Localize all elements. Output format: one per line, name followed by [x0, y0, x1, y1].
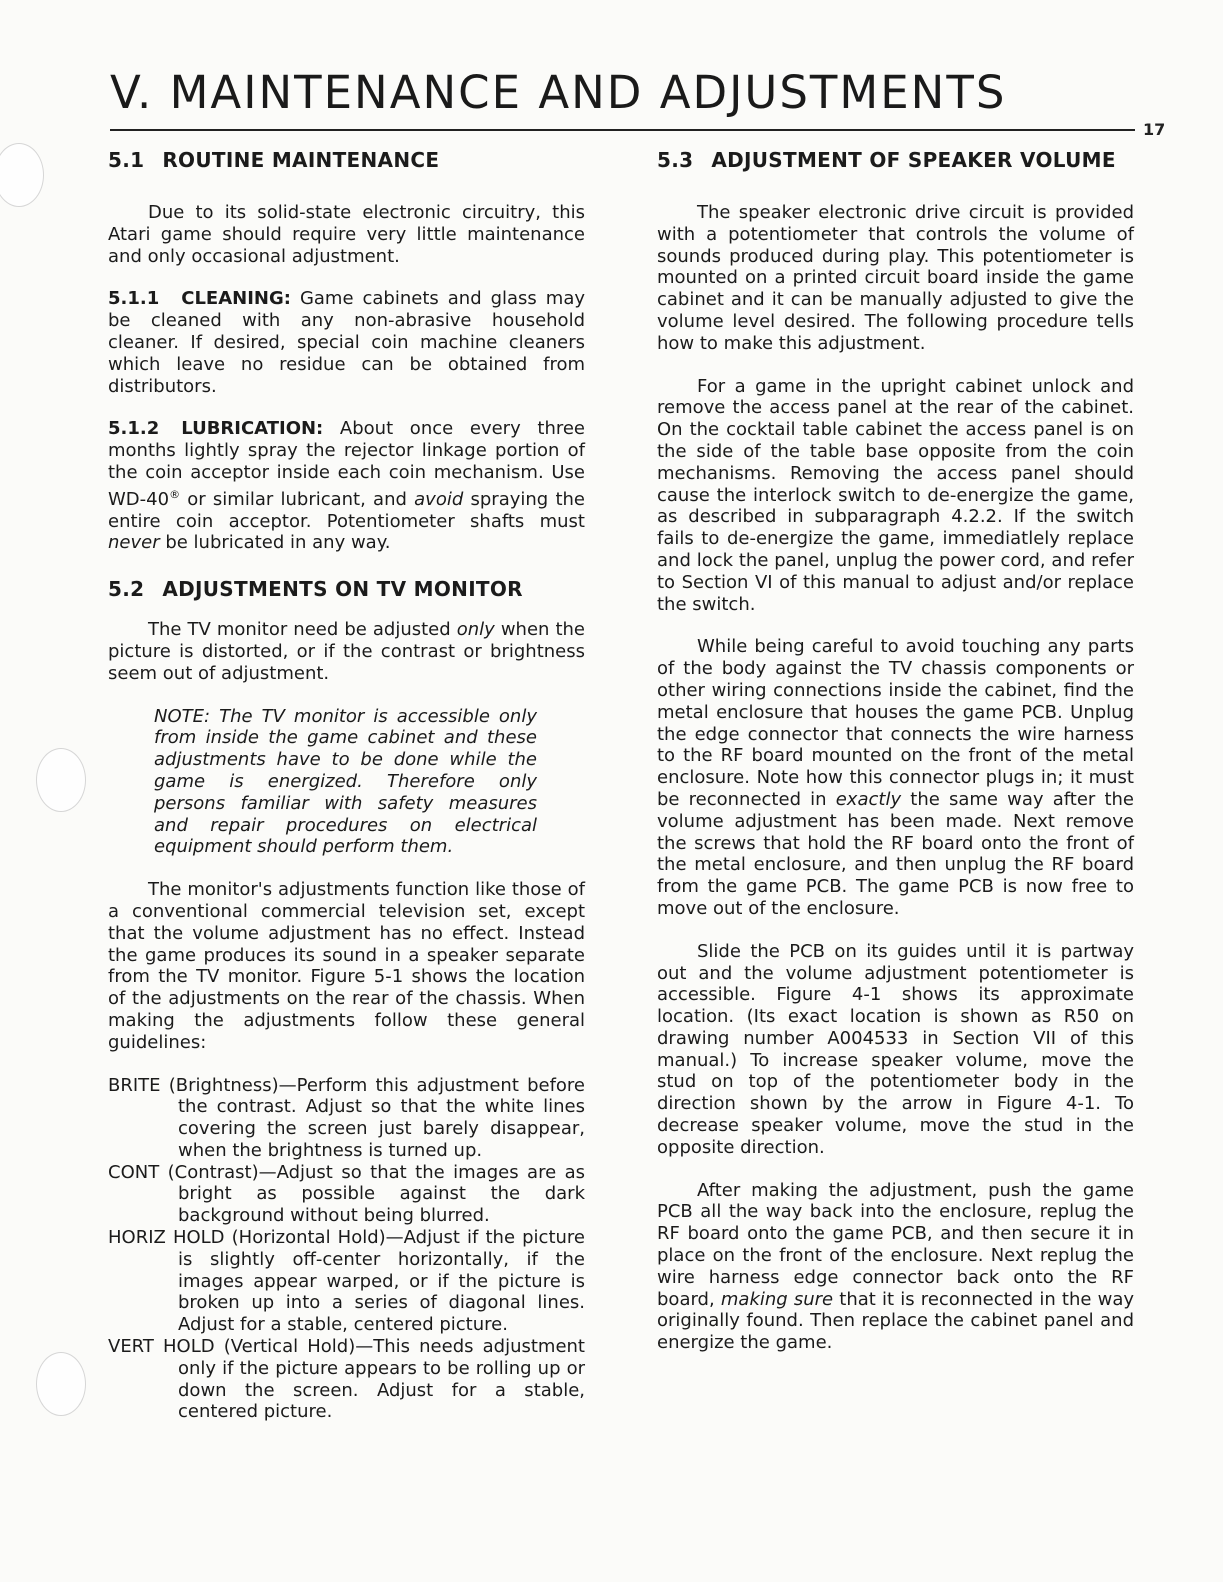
paragraph-monitor-adjustments: The monitor's adjustments function like those of a conventional commercial television set, except that the volume adjustment has no effect. Instead the game produces its sound in a speaker separate from the TV monitor. Figure 5-1 shows the location of the adjustments on the rear of the chassis. When making the adjustments follow these general guidelines:: [108, 879, 585, 1053]
paragraph-lubrication: [108, 418, 585, 554]
paragraph-text: or similar lubricant, and: [180, 488, 415, 510]
subsection-number: 5.1.2: [108, 418, 160, 440]
section-heading-5-1: [108, 146, 585, 174]
emphasis-text: avoid: [414, 488, 464, 510]
paragraph-reassemble: [657, 1180, 1134, 1354]
paragraph-text: that it is reconnected in the way originally found. Then replace the cabinet panel and energize the game.: [657, 1288, 1135, 1354]
section-title: ADJUSTMENTS ON TV MONITOR: [162, 577, 523, 602]
adjustment-item-cont: CONT (Contrast)—Adjust so that the images are as bright as possible against the dark background without being blurred.: [108, 1161, 585, 1227]
paragraph-routine-maintenance: Due to its solid-state electronic circuitry, this Atari game should require very little maintenance and only occasional adjustment.: [108, 202, 585, 267]
title-rule: [110, 129, 1135, 131]
paragraph-tv-monitor: [108, 619, 585, 684]
adjustment-item-vert-hold: VERT HOLD (Vertical Hold)—This needs adjustment only if the picture appears to be rolling up or down the screen. Adjust for a stable, centered picture.: [108, 1336, 585, 1423]
section-number: 5.1: [108, 148, 145, 172]
paragraph-cleaning: [108, 288, 585, 397]
binder-hole-top: [0, 143, 44, 207]
left-column: [108, 146, 585, 1423]
binder-hole-middle: [36, 748, 86, 812]
paragraph-slide-pcb: Slide the PCB on its guides until it is partway out and the volume adjustment potentiometer is accessible. Figure 4-1 shows its approximate location. (Its exact location is shown as R50 on drawing number A004533 in Section VII of this manual.) To increase speaker volume, move the stud on top of the potentiometer body in the direction shown by the arrow in Figure 4-1. To decrease speaker volume, move the stud in the opposite direction.: [657, 940, 1134, 1158]
emphasis-text: only: [456, 619, 495, 641]
paragraph-text: be lubricated in any way.: [159, 532, 391, 554]
emphasis-text: making sure: [720, 1288, 834, 1310]
page-title: V. MAINTENANCE AND ADJUSTMENTS: [110, 66, 1007, 119]
adjustment-list: [108, 1075, 585, 1424]
adjustment-item-horiz-hold: HORIZ HOLD (Horizontal Hold)—Adjust if the picture is slightly off-center horizontally, if the images appear warped, or if the picture is broken up into a series of diagonal lines. Adjust for a stable, centered picture.: [108, 1227, 585, 1336]
paragraph-text: The TV monitor need be adjusted: [148, 619, 457, 641]
paragraph-text: spraying the entire coin acceptor. Potentiometer shafts must: [108, 488, 585, 532]
section-title: ADJUSTMENT OF SPEAKER VOLUME: [711, 148, 1116, 172]
registered-mark: ®: [169, 487, 181, 501]
paragraph-text: After making the adjustment, push the game PCB all the way back into the enclosure, replug the RF board onto the game PCB, and then secure it in place on the front of the enclosure. Next replug the wire harness edge connector back onto the RF board,: [657, 1179, 1134, 1310]
safety-note: NOTE: The TV monitor is accessible only from inside the game cabinet and these adjustments have to be done while the game is energized. Therefore only persons familiar with safety measures and repair procedures on electrical equipment should perform them.: [154, 705, 537, 858]
adjustment-item-brite: BRITE (Brightness)—Perform this adjustment before the contrast. Adjust so that the white lines covering the screen just barely disappear, when the brightness is turned up.: [108, 1074, 585, 1161]
paragraph-text: While being careful to avoid touching any parts of the body against the TV chassis components or other wiring connections inside the cabinet, find the metal enclosure that houses the game PCB. Unplug the edge connector that connects the wire harness to the RF board mounted on the front of the metal enclosure. Note how this connector plugs in; it must be reconnected in: [657, 636, 1134, 810]
paragraph-access-panel: For a game in the upright cabinet unlock and remove the access panel at the rear of the cabinet. On the cocktail table cabinet the access panel is on the side of the table base opposite from the coin mechanisms. Removing the access panel should cause the interlock switch to de-energize the game, as described in subparagraph 4.2.2. If the switch fails to de-energize the game, immediatlely replace and lock the panel, unplug the power cord, and refer to Section VI of this manual to adjust and/or replace the switch.: [657, 375, 1134, 615]
section-title: ROUTINE MAINTENANCE: [162, 148, 440, 172]
section-number: 5.2: [108, 577, 145, 602]
subsection-number: 5.1.1: [108, 288, 160, 310]
paragraph-text: the same way after the volume adjustment has been made. Next remove the screws that hold the RF board onto the front of the metal enclosure, and then unplug the RF board from the game PCB. The game PCB is now free to move out of the enclosure.: [657, 788, 1134, 919]
paragraph-text: Game cabinets and glass may be cleaned with any non-abrasive household cleaner. If desired, special coin machine cleaners which leave no residue can be obtained from distributors.: [108, 288, 585, 397]
paragraph-remove-rf-board: [657, 636, 1134, 919]
right-column: [657, 146, 1134, 1375]
emphasis-text: exactly: [835, 788, 902, 810]
binder-hole-bottom: [36, 1352, 86, 1416]
page-number: 17: [1143, 120, 1166, 139]
subsection-title: CLEANING:: [181, 288, 291, 310]
paragraph-speaker-circuit: The speaker electronic drive circuit is provided with a potentiometer that controls the volume of sounds produced during play. This potentiometer is mounted on a printed circuit board inside the game cabinet and it can be manually adjusted to give the volume level desired. The following procedure tells how to make this adjustment.: [657, 202, 1134, 354]
section-heading-5-3: [657, 146, 1134, 174]
subsection-title: LUBRICATION:: [181, 418, 324, 440]
section-heading-5-2: [108, 575, 585, 603]
section-number: 5.3: [657, 148, 694, 172]
emphasis-text: never: [108, 532, 160, 554]
paragraph-text: About once every three months lightly spray the rejector linkage portion of the coin acceptor inside each coin mechanism. Use WD-40: [108, 418, 585, 510]
paragraph-text: when the picture is distorted, or if the contrast or brightness seem out of adjustment.: [108, 619, 585, 684]
